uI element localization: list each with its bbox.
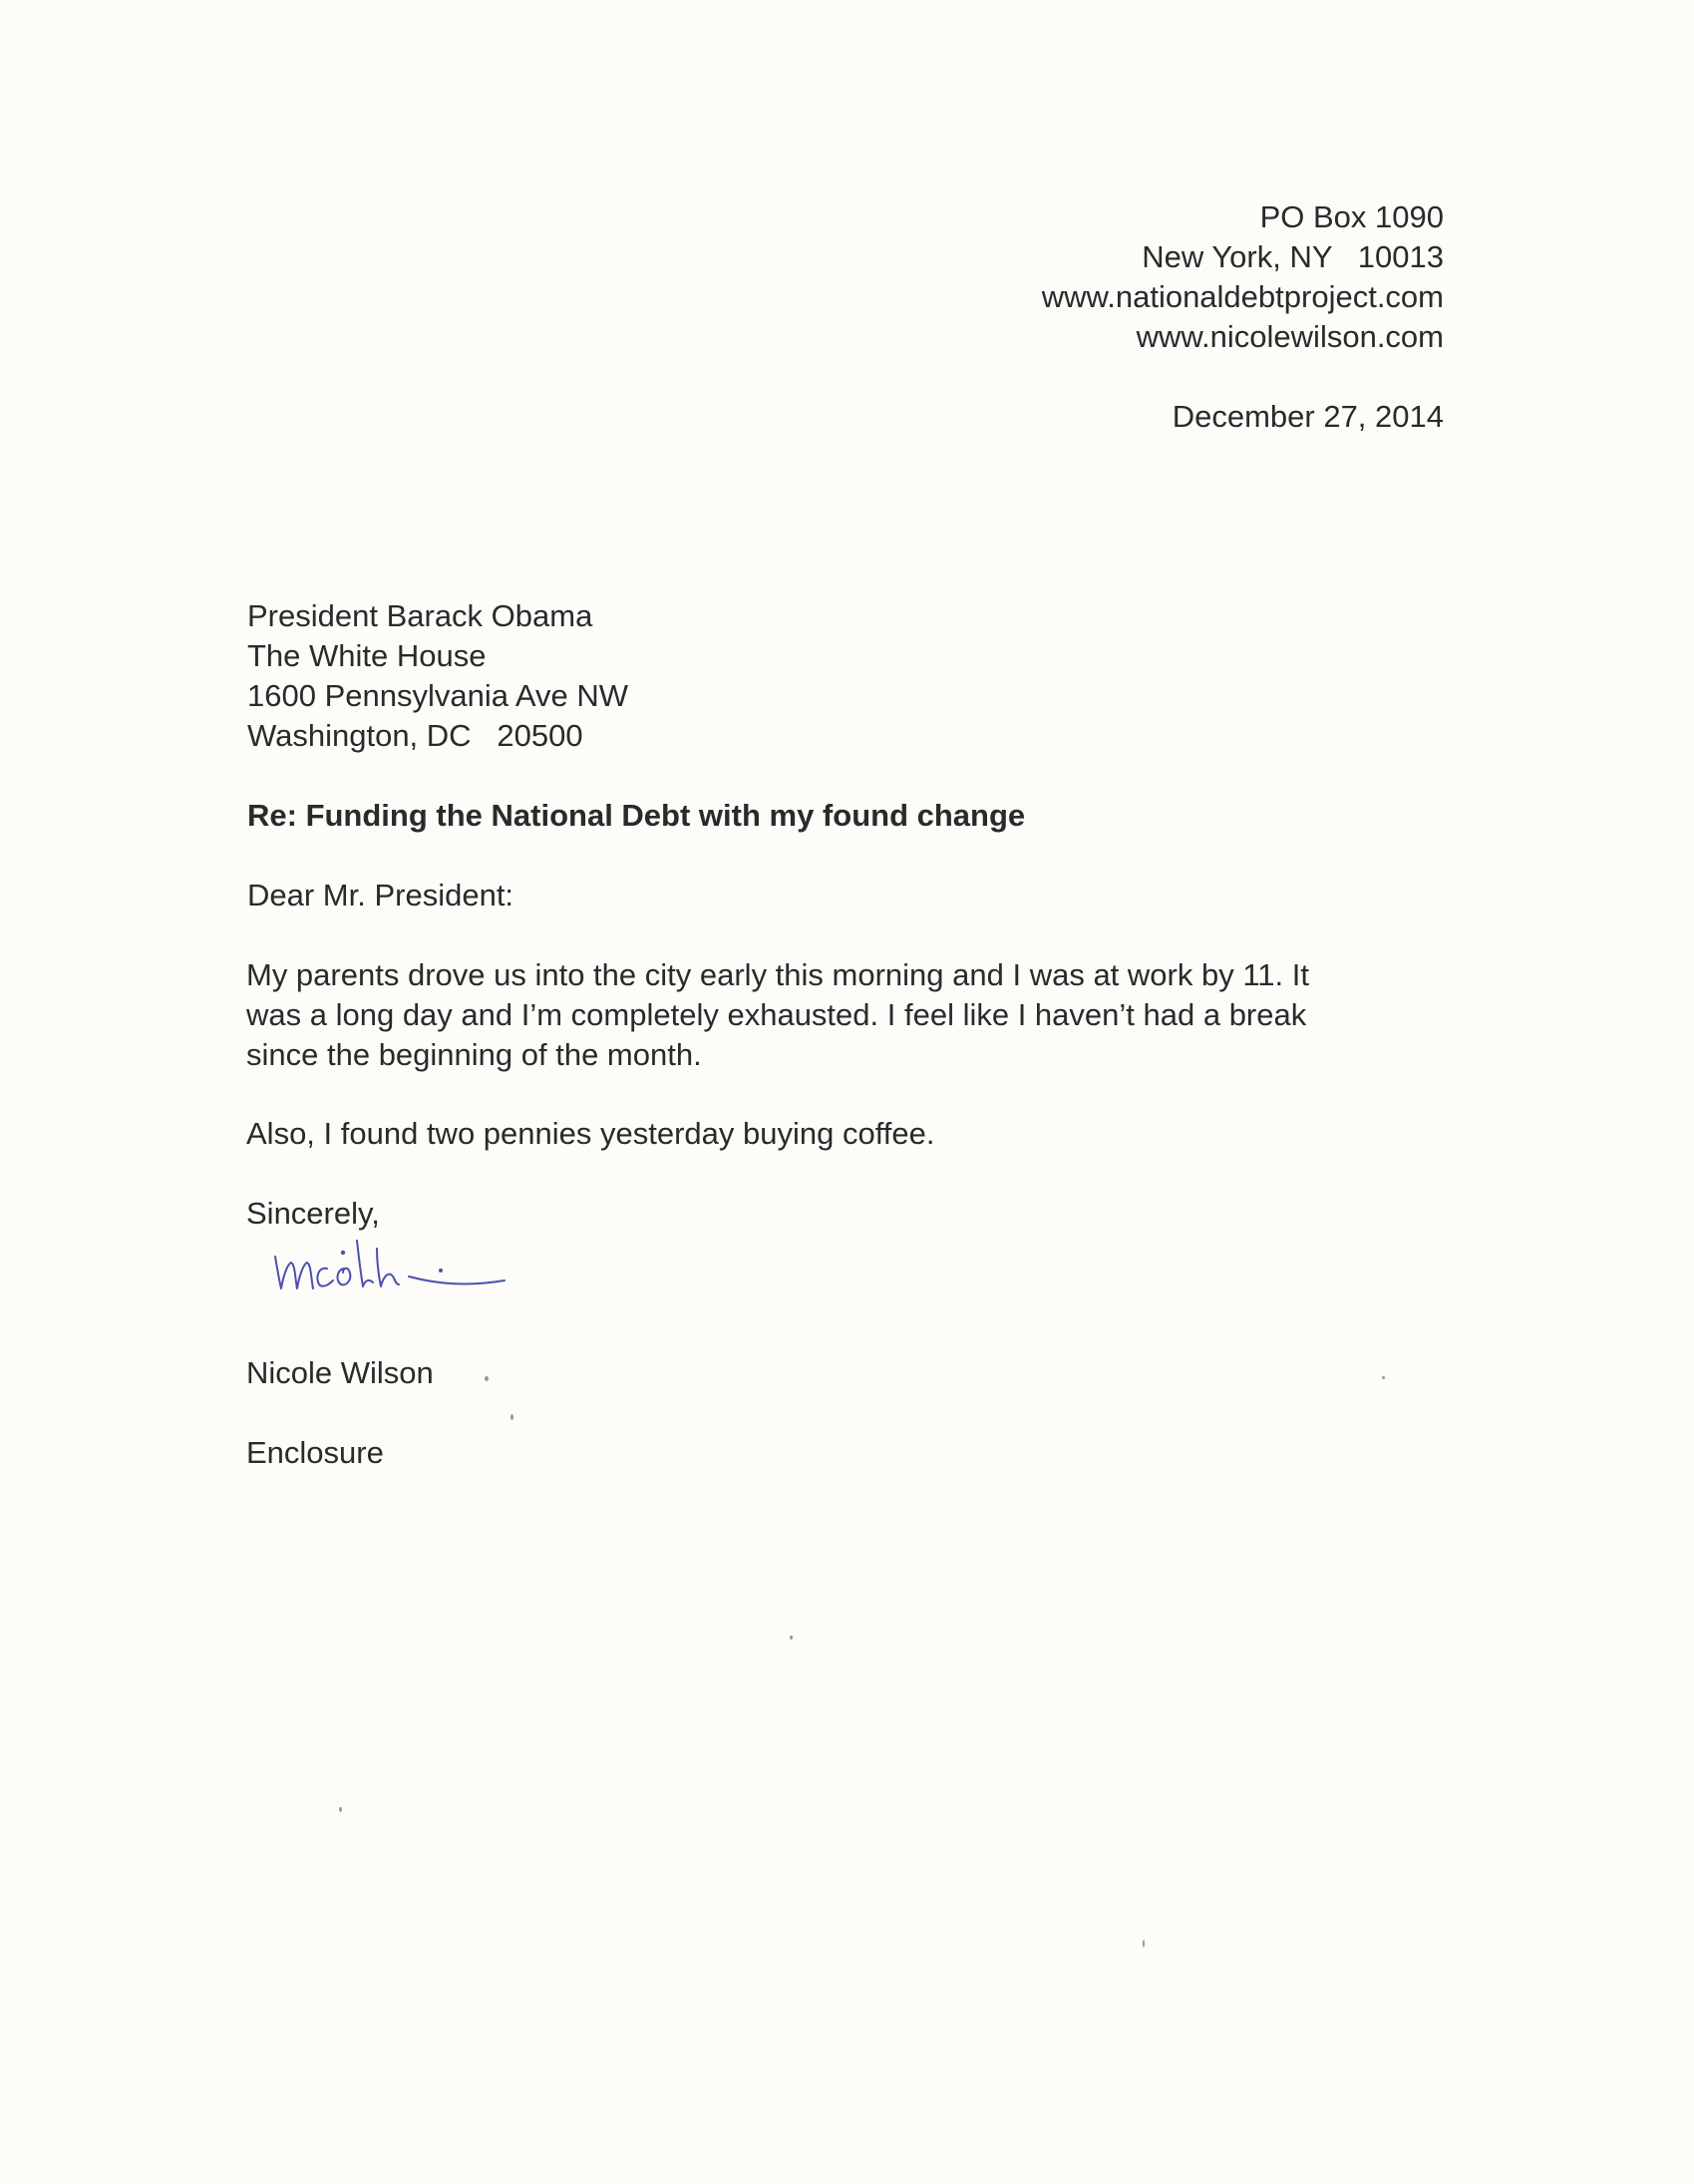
salutation: Dear Mr. President: xyxy=(247,878,514,912)
paper-speck xyxy=(510,1414,513,1420)
postscript-paragraph: Also, I found two pennies yesterday buying coffee. xyxy=(246,1116,935,1151)
recipient-address xyxy=(247,596,628,756)
recipient-organization: The White House xyxy=(247,638,487,673)
paper-speck xyxy=(1143,1940,1145,1948)
paper-speck xyxy=(485,1376,489,1381)
paper-speck xyxy=(1382,1376,1385,1379)
handwritten-signature xyxy=(269,1219,588,1308)
recipient-street: 1600 Pennsylvania Ave NW xyxy=(247,678,628,713)
subject-line: Re: Funding the National Debt with my found change xyxy=(247,798,1026,833)
paper-speck xyxy=(339,1807,342,1812)
letter-date: December 27, 2014 xyxy=(1172,399,1444,434)
sender-website-project: www.nationaldebtproject.com xyxy=(1041,279,1444,314)
recipient-city: Washington, DC 20500 xyxy=(247,718,583,753)
sender-po-box: PO Box 1090 xyxy=(1259,199,1444,234)
sender-address xyxy=(1042,197,1444,357)
paper-speck xyxy=(790,1636,793,1639)
sender-city: New York, NY 10013 xyxy=(1142,239,1444,274)
body-line: was a long day and I’m completely exhausted. I feel like I haven’t had a break xyxy=(246,997,1307,1032)
body-line: My parents drove us into the city early this morning and I was at work by 11. It xyxy=(246,957,1309,992)
sender-website-personal: www.nicolewilson.com xyxy=(1136,319,1444,354)
body-paragraph xyxy=(246,955,1443,1075)
enclosure-note: Enclosure xyxy=(246,1435,384,1470)
signer-name: Nicole Wilson xyxy=(246,1355,434,1390)
recipient-name: President Barack Obama xyxy=(247,598,593,633)
closing: Sincerely, xyxy=(246,1196,380,1231)
body-line: since the beginning of the month. xyxy=(246,1037,702,1072)
